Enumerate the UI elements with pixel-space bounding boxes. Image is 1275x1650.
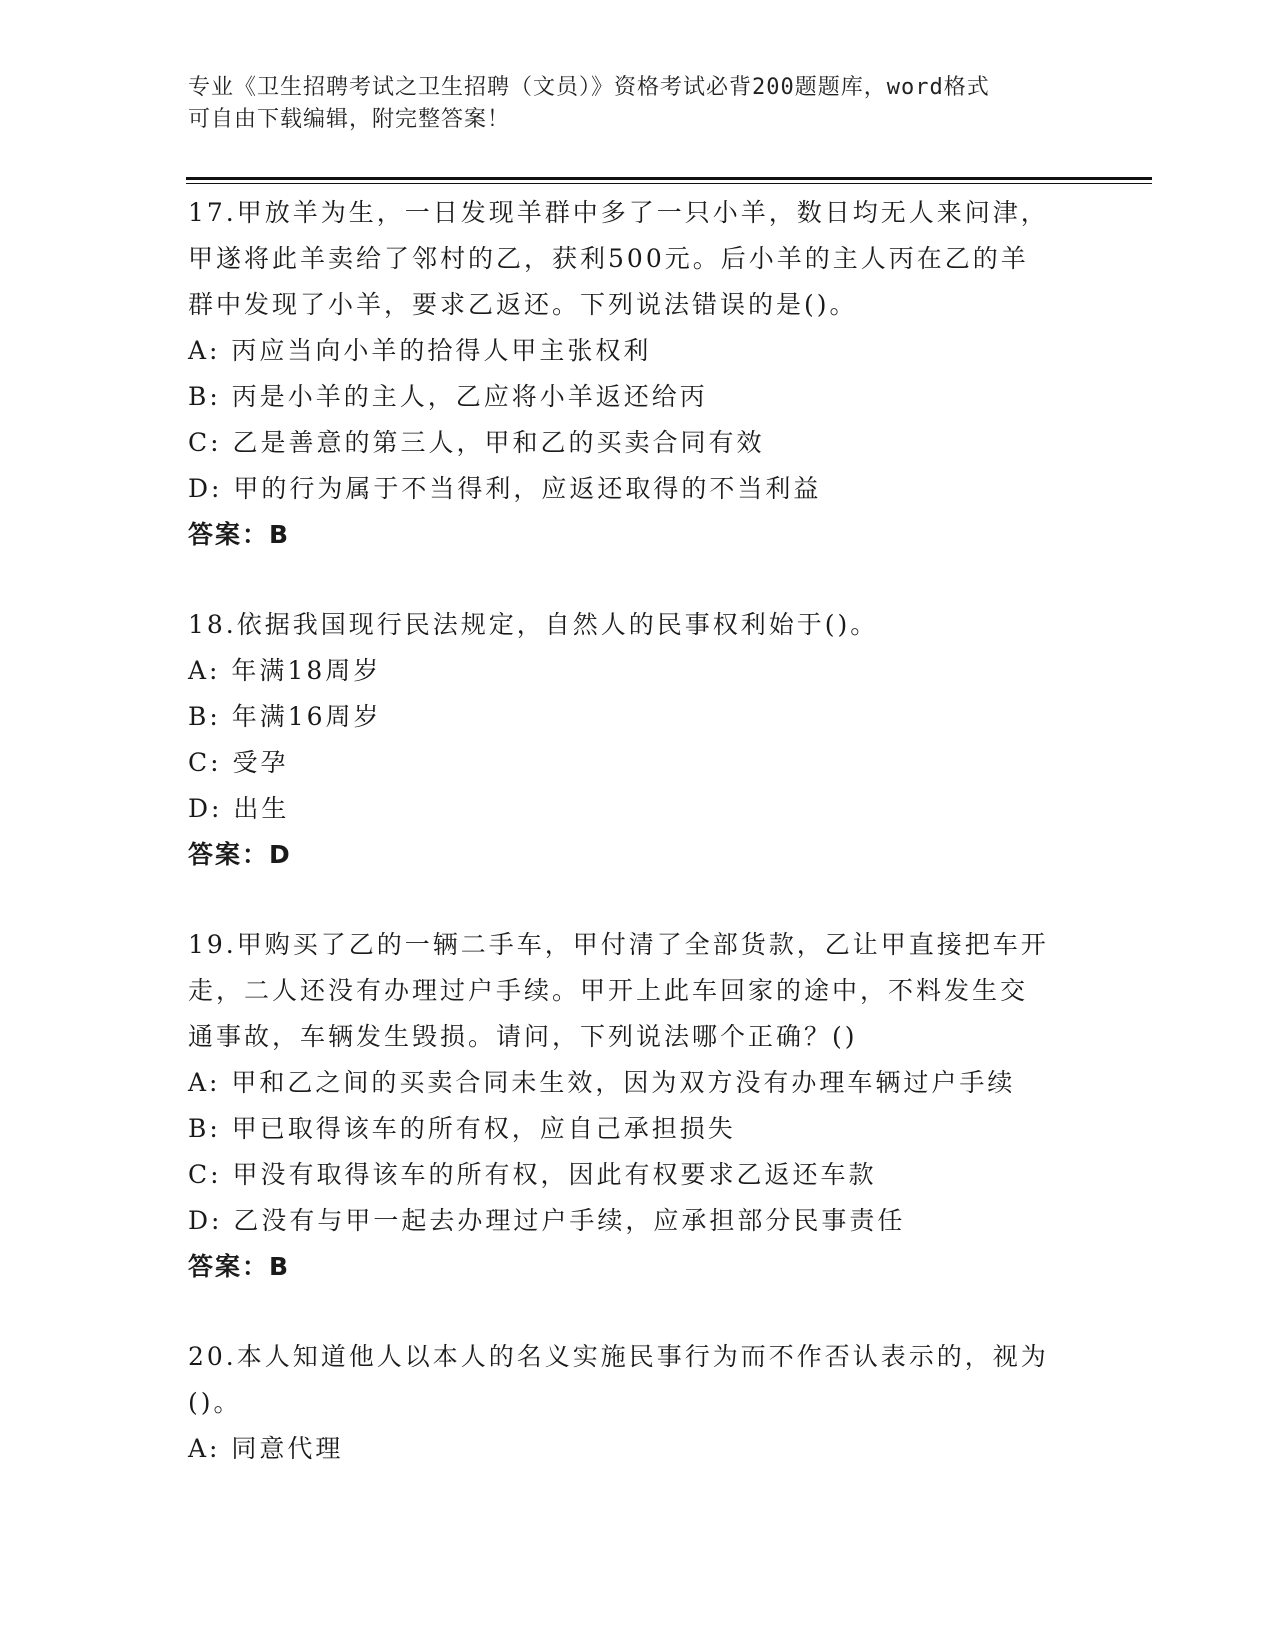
option-b: B: 年满16周岁 xyxy=(188,702,382,731)
question-text-line: 20.本人知道他人以本人的名义实施民事行为而不作否认表示的，视为 xyxy=(188,1342,1049,1371)
option-c: C: 甲没有取得该车的所有权，因此有权要求乙返还车款 xyxy=(188,1160,877,1189)
option-b: B: 丙是小羊的主人，乙应将小羊返还给丙 xyxy=(188,382,708,411)
question-spacer xyxy=(188,558,1088,602)
page-header xyxy=(188,72,1068,136)
question-19 xyxy=(188,922,1088,1290)
question-text-line: ()。 xyxy=(188,1388,242,1417)
option-d: D: 甲的行为属于不当得利，应返还取得的不当利益 xyxy=(188,474,822,503)
header-divider-thin xyxy=(186,183,1152,184)
option-a: A: 丙应当向小羊的拾得人甲主张权利 xyxy=(188,336,652,365)
header-line-1: 专业《卫生招聘考试之卫生招聘（文员）》资格考试必背200题题库，word格式 xyxy=(188,75,990,100)
question-text-line: 17.甲放羊为生，一日发现羊群中多了一只小羊，数日均无人来问津， xyxy=(188,198,1049,227)
question-text-line: 18.依据我国现行民法规定，自然人的民事权利始于()。 xyxy=(188,610,879,639)
option-c: C: 乙是善意的第三人，甲和乙的买卖合同有效 xyxy=(188,428,765,457)
option-d: D: 出生 xyxy=(188,794,290,823)
option-a: A: 甲和乙之间的买卖合同未生效，因为双方没有办理车辆过户手续 xyxy=(188,1068,1016,1097)
question-text-line: 19.甲购买了乙的一辆二手车，甲付清了全部货款，乙让甲直接把车开 xyxy=(188,930,1049,959)
question-spacer xyxy=(188,878,1088,922)
question-text-line: 走，二人还没有办理过户手续。甲开上此车回家的途中，不料发生交 xyxy=(188,976,1029,1005)
option-c: C: 受孕 xyxy=(188,748,289,777)
option-b: B: 甲已取得该车的所有权，应自己承担损失 xyxy=(188,1114,736,1143)
question-text-line: 群中发现了小羊，要求乙返还。下列说法错误的是()。 xyxy=(188,290,858,319)
answer-label: 答案：D xyxy=(188,840,292,869)
option-a: A: 同意代理 xyxy=(188,1434,344,1463)
header-line-2: 可自由下载编辑，附完整答案！ xyxy=(188,107,511,132)
question-18 xyxy=(188,602,1088,878)
answer-label: 答案：B xyxy=(188,520,291,549)
option-d: D: 乙没有与甲一起去办理过户手续，应承担部分民事责任 xyxy=(188,1206,906,1235)
question-spacer xyxy=(188,1290,1088,1334)
question-17 xyxy=(188,190,1088,558)
header-divider-thick xyxy=(186,177,1152,180)
question-text-line: 通事故，车辆发生毁损。请问，下列说法哪个正确？() xyxy=(188,1022,858,1051)
question-20 xyxy=(188,1334,1088,1472)
answer-label: 答案：B xyxy=(188,1252,291,1281)
question-list xyxy=(188,190,1088,1472)
option-a: A: 年满18周岁 xyxy=(188,656,382,685)
question-text-line: 甲遂将此羊卖给了邻村的乙，获利500元。后小羊的主人丙在乙的羊 xyxy=(188,244,1029,273)
